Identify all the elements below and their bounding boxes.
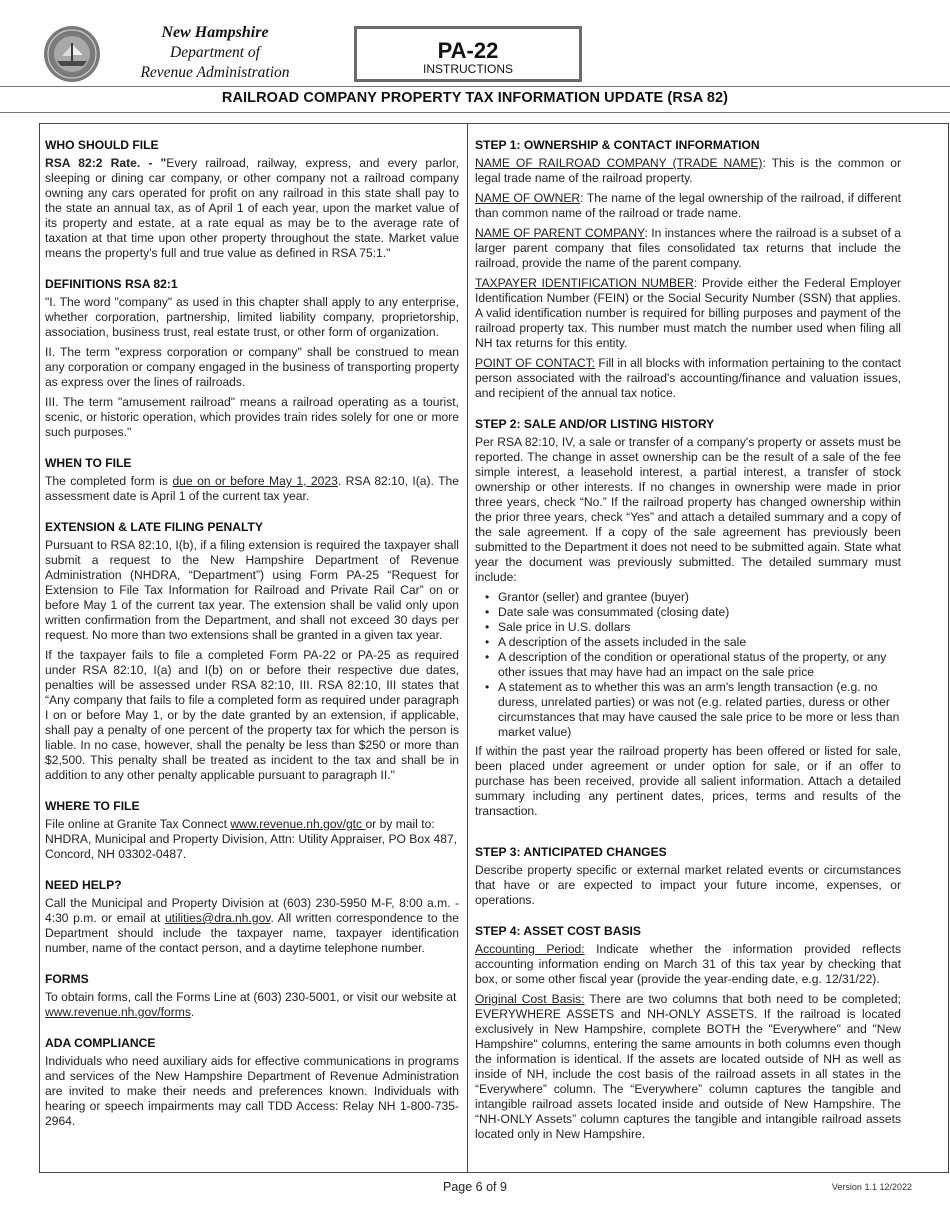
- step2-heading: STEP 2: SALE AND/OR LISTING HISTORY: [475, 417, 715, 431]
- step1-item-label: NAME OF OWNER: [475, 191, 581, 205]
- agency-name: [112, 23, 318, 83]
- list-item: • Date sale was consummated (closing date): [498, 605, 901, 620]
- step1-heading: STEP 1: OWNERSHIP & CONTACT INFORMATION: [475, 138, 760, 152]
- step1-item-label: TAXPAYER IDENTIFICATION NUMBER: [475, 276, 694, 290]
- ada-text: Individuals who need auxiliary aids for effective communications in programs and services of the New Hampshire Department of Revenue Administration are invited to make their needs and preferences known. Individuals with hearing or speech impairments may call TDD Access: Relay NH 1-800-735-2964.: [45, 1054, 459, 1128]
- who-heading: WHO SHOULD FILE: [45, 138, 159, 152]
- list-item: • A description of the condition or operational status of the property, or any other issues that may have had an impact on the sale price: [498, 650, 901, 680]
- list-item: • Grantor (seller) and grantee (buyer): [498, 590, 901, 605]
- list-item: • A statement as to whether this was an arm's length transaction (e.g. no duress, unrelated parties) or was not (e.g. related parties, duress or other circumstances that may have caused the sale price to be more or less than market value): [498, 680, 901, 740]
- email-link[interactable]: utilities@dra.nh.gov: [164, 911, 271, 925]
- extension-p2: If the taxpayer fails to file a completed Form PA-22 or PA-25 as required under RSA 82:10, I(a) and I(b) on or before their respective due dates, penalties will be assessed under RSA 82:10, III. RSA 82:10, III states that “Any company that fails to file a completed form as required under paragraph I on or before May 1, or by the date granted by an extension, if applicable, shall pay a penalty of one percent of the property tax for which the person is liable. In no case, however, shall the penalty be less than $250 or more than $2,500. This penalty shall be treated as incident to the tax and shall be in addition to any other penalty applicable pursuant to paragraph II.": [45, 648, 459, 782]
- original-cost-body: There are two columns that both need to be completed; EVERYWHERE ASSETS and NH-ONLY ASSETS. If the railroad is located exclusively in New Hampshire, complete BOTH the "Everywhere" and "New Hampshire" columns, entering the same amounts in both columns even though the information is identical. If the assets are located outside of NH as well as inside of NH, include the cost basis of the railroad assets in all states in the “Everywhere” column. The “Everywhere” column captures the tangible and intangible railroad assets located inside and outside of New Hampshire. The “NH-ONLY Assets” column captures the tangible and intangible railroad assets located only in New Hampshire.: [475, 992, 901, 1141]
- when-pre: The completed form is: [45, 474, 173, 488]
- when-text: [45, 474, 459, 504]
- right-column: [475, 138, 901, 1147]
- step1-item: [475, 226, 901, 271]
- left-column: [45, 138, 459, 1134]
- where-pre: File online at Granite Tax Connect: [45, 817, 231, 831]
- accounting-period-body: Indicate whether the information provided reflects accounting information ending on March 31 of this tax year by checking that box, or some other fiscal year (provide the year-ending date, e.g. 12/31/22).: [475, 942, 901, 986]
- when-post: . RSA 82:10, I(a). The assessment date is April 1 of the current tax year.: [45, 474, 460, 503]
- step1-item-text: : The name of the legal ownership of the railroad, if different than common name of the railroad or trade name.: [475, 191, 901, 220]
- forms-text: [45, 990, 459, 1020]
- step1-item: [475, 276, 901, 351]
- who-lead: RSA 82:2 Rate. - ": [45, 156, 167, 170]
- agency-line-2: Department of: [170, 44, 260, 61]
- step1-item-text: : Provide either the Federal Employer Identification Number (FEIN) or the Social Security Number (SSN) that applies. A valid identification number is required for billing purposes and payment of the railroad property tax. This number must match the number used when filing all NH tax returns for this entity.: [475, 276, 901, 350]
- page-title: RAILROAD COMPANY PROPERTY TAX INFORMATION UPDATE (RSA 82): [221, 90, 729, 106]
- step2-p2: If within the past year the railroad property has been offered or listed for sale, been placed under agreement or under option for sale, or if an offer to purchase has been received, provide all salient information. Attach a detailed summary including any pertinent dates, prices, terms and results of the transaction.: [475, 744, 901, 818]
- who-text: [45, 156, 459, 261]
- help-heading: NEED HELP?: [45, 878, 122, 892]
- list-item: • Sale price in U.S. dollars: [498, 620, 901, 635]
- step1-item-label: NAME OF PARENT COMPANY: [475, 226, 645, 240]
- agency-state: New Hampshire: [161, 24, 269, 41]
- gtc-link[interactable]: www.revenue.nh.gov/gtc: [230, 817, 366, 831]
- forms-link[interactable]: www.revenue.nh.gov/forms: [45, 1005, 191, 1019]
- page-number: Page 6 of 9: [443, 1180, 507, 1194]
- help-post: . All written correspondence to the Department should include the taxpayer name, taxpayer identification number, name of the contact person, and a daytime telephone number.: [45, 911, 459, 955]
- who-body: Every railroad, railway, express, and every parlor, sleeping or dining car company, or other company not a railroad company owning any cars operated for profit on any railroad in this state shall pay to the state an annual tax, as of April 1 of each year, upon the market value of its property and estate, at a rate equal as may be to the average rate of taxation at that time upon other property throughout the state. Market value means the property's full and true value as defined in RSA 75:1.": [45, 156, 459, 260]
- step1-item-label: NAME OF RAILROAD COMPANY (TRADE NAME): [475, 156, 763, 170]
- extension-p1: Pursuant to RSA 82:10, I(b), if a filing extension is required the taxpayer shall submit a request to the New Hampshire Department of Revenue Administration (NHDRA, “Department”) using Form PA-25 “Request for Extension to File Tax Information for Railroad and Private Rail Car” on or before May 1 of the current tax year. The extension shall be valid only upon written confirmation from the Department, and shall not exceed 30 days per request. No more than two extensions shall be granted in a given tax year.: [45, 538, 459, 642]
- version-label: Version 1.1 12/2022: [831, 1182, 912, 1192]
- help-pre: Call the Municipal and Property Division at (603) 230-5950 M-F, 8:00 a.m. - 4:30 p.m. or email at: [45, 896, 459, 925]
- step1-item: [475, 156, 901, 186]
- step1-item-text: : In instances where the railroad is a subset of a larger parent company that files consolidated tax returns that include the railroad, provide the name of the parent company.: [475, 226, 902, 270]
- nh-state-seal-icon: [43, 25, 101, 83]
- where-post: or by mail to: NHDRA, Municipal and Property Division, Attn: Utility Appraiser, PO Box 487, Concord, NH 03302-0487.: [45, 817, 458, 861]
- definitions-p2: II. The term "express corporation or company" shall be construed to mean any corporation or company engaged in the business of transporting property as express over the lines of railroads.: [45, 345, 459, 389]
- list-item: • A description of the assets included in the sale: [498, 635, 901, 650]
- forms-post: .: [190, 1005, 195, 1019]
- ada-heading: ADA COMPLIANCE: [45, 1036, 156, 1050]
- definitions-p1: "I. The word "company" as used in this chapter shall apply to any enterprise, whether corporation, partnership, limited liability company, proprietorship, association, business trust, real estate trust, or other form of organization.: [45, 295, 459, 339]
- due-date: due on or before May 1, 2023: [172, 474, 338, 488]
- step1-item-text: Fill in all blocks with information pertaining to the contact person associated with the railroad's accounting/finance and valuation issues, and recipient of the annual tax notice.: [475, 356, 901, 400]
- help-text: [45, 896, 459, 956]
- accounting-period-text: [475, 942, 901, 987]
- original-cost-label: Original Cost Basis:: [475, 992, 585, 1006]
- definitions-heading: DEFINITIONS RSA 82:1: [45, 277, 178, 291]
- form-subtitle: INSTRUCTIONS: [423, 62, 513, 76]
- step3-heading: STEP 3: ANTICIPATED CHANGES: [475, 845, 667, 859]
- step3-text: Describe property specific or external market related events or circumstances that have or are expected to impact your future income, expenses, or operations.: [475, 863, 901, 907]
- header-rule-top: [0, 86, 950, 87]
- where-text: [45, 817, 459, 862]
- step1-item-text: : This is the common or legal trade name of the railroad property.: [475, 156, 901, 185]
- when-heading: WHEN TO FILE: [45, 456, 132, 470]
- extension-heading: EXTENSION & LATE FILING PENALTY: [45, 520, 263, 534]
- forms-pre: To obtain forms, call the Forms Line at (603) 230-5001, or visit our website at: [45, 990, 457, 1004]
- sale-summary-list: [475, 590, 901, 740]
- step1-item: [475, 356, 901, 401]
- step1-item-label: POINT OF CONTACT:: [475, 356, 595, 370]
- original-cost-text: [475, 992, 901, 1142]
- form-number: PA-22: [437, 38, 499, 63]
- header-rule-bottom: [0, 112, 950, 113]
- forms-heading: FORMS: [45, 972, 89, 986]
- step4-heading: STEP 4: ASSET COST BASIS: [475, 924, 641, 938]
- accounting-period-label: Accounting Period:: [475, 942, 585, 956]
- column-divider: [467, 123, 468, 1173]
- form-id-box: [354, 26, 582, 82]
- where-heading: WHERE TO FILE: [45, 799, 140, 813]
- agency-line-3: Revenue Administration: [140, 64, 290, 81]
- step1-item: [475, 191, 901, 221]
- definitions-p3: III. The term "amusement railroad" means a railroad operating as a tourist, scenic, or historic operation, which provides train rides solely for one or more such purposes.": [45, 395, 459, 439]
- step2-p1: Per RSA 82:10, IV, a sale or transfer of a company's property or assets must be reported. The change in asset ownership can be the result of a sale of the fee simple interest, a leasehold interest, a partial interest, a transfer of stock ownership or other interests. If no changes in ownership were made in prior three years, check “No.” If the railroad property has changed ownership within the prior three years, check “Yes” and attach a detailed summary and a copy of the sale agreement. If a copy of the sale agreement has previously been submitted to the Department it does not need to be submitted again. State what year the document was previously submitted. The detailed summary must include:: [475, 435, 901, 584]
